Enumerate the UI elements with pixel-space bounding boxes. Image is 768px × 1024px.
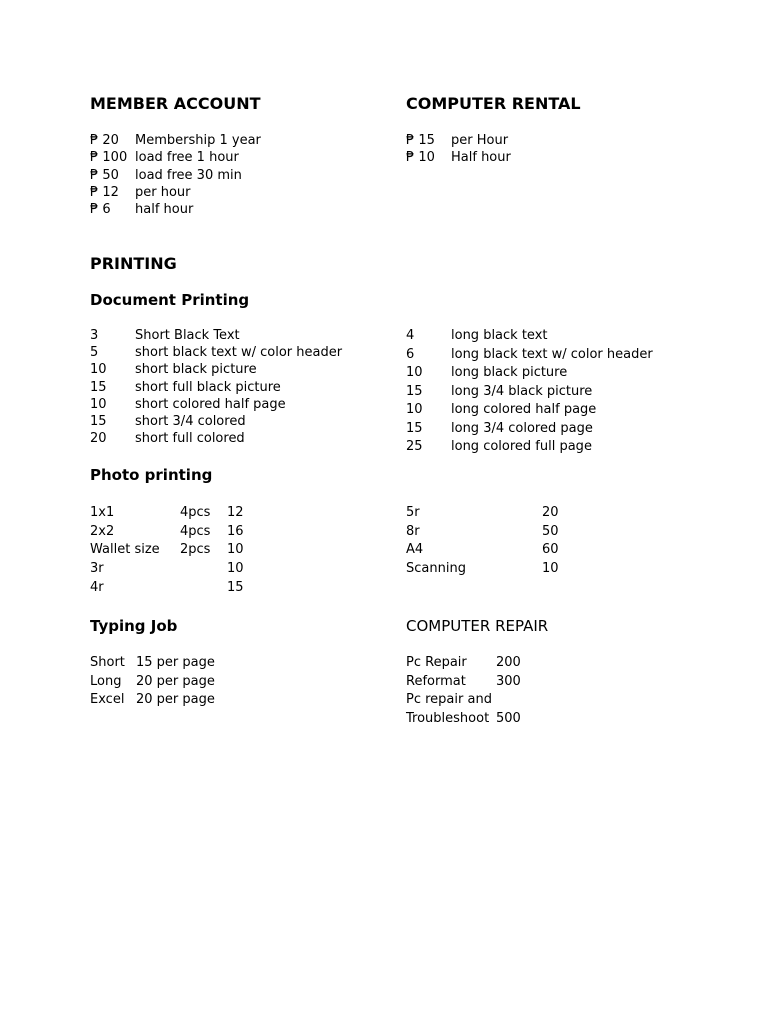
- size-cell: 1x1: [90, 505, 115, 520]
- table-row: [90, 541, 244, 560]
- price-cell: 10: [542, 561, 559, 577]
- table-row: [90, 184, 261, 201]
- computer-rental-table: [406, 132, 511, 167]
- table-row: [90, 344, 342, 361]
- price-cell: 10: [406, 365, 423, 380]
- price-cell: 500: [496, 711, 521, 727]
- desc-cell: short 3/4 colored: [135, 414, 246, 430]
- table-row: [406, 654, 521, 673]
- price-cell: ₱ 6: [90, 202, 111, 218]
- desc-cell: per Hour: [451, 133, 509, 148]
- price-cell: 12: [227, 505, 244, 520]
- price-cell: ₱ 100: [90, 150, 128, 166]
- table-row: [406, 149, 511, 166]
- computer-rental-heading: COMPUTER RENTAL: [406, 94, 581, 113]
- desc-cell: load free 1 hour: [135, 150, 239, 166]
- price-cell: 15: [90, 414, 107, 430]
- table-row: [406, 691, 521, 710]
- long-printing-table: [406, 327, 653, 457]
- size-cell: 2x2: [90, 523, 115, 539]
- size-cell: A4: [406, 542, 424, 558]
- qty-cell: [180, 579, 227, 598]
- table-row: [406, 401, 653, 420]
- price-cell: 50: [542, 523, 559, 539]
- document-printing-heading: Document Printing: [90, 291, 250, 309]
- typing-job-heading: Typing Job: [90, 617, 178, 635]
- price-cell: 20: [90, 431, 107, 447]
- photo-printing-heading: Photo printing: [90, 466, 213, 484]
- desc-cell: long black text w/ color header: [451, 346, 653, 362]
- price-cell: 16: [227, 523, 244, 539]
- table-row: [406, 541, 559, 560]
- price-cell: ₱ 15: [406, 133, 435, 148]
- desc-cell: half hour: [135, 202, 194, 218]
- qty-cell: 4pcs: [180, 523, 211, 539]
- table-row: [90, 327, 342, 344]
- desc-cell: long black text: [451, 328, 548, 343]
- desc-cell: Short Black Text: [135, 328, 240, 343]
- service-cell: Troubleshoot: [406, 711, 490, 727]
- table-row: [406, 710, 521, 729]
- price-cell: 10: [406, 402, 423, 417]
- size-cell: 3r: [90, 561, 104, 577]
- short-printing-table: [90, 327, 342, 447]
- table-row: [90, 167, 261, 184]
- table-row: [90, 132, 261, 149]
- price-cell: 10: [90, 362, 107, 378]
- price-cell: 25: [406, 439, 423, 454]
- desc-cell: short full black picture: [135, 379, 281, 395]
- table-row: [90, 504, 244, 523]
- desc-cell: long black picture: [451, 365, 568, 380]
- price-cell: 10: [227, 542, 244, 558]
- member-account-table: [90, 132, 261, 218]
- computer-repair-table: [406, 654, 521, 729]
- size-cell: 4r: [90, 579, 104, 595]
- table-row: [90, 413, 342, 430]
- service-cell: Reformat: [406, 673, 466, 689]
- price-cell: 20 per page: [136, 673, 215, 689]
- price-cell: ₱ 20: [90, 133, 119, 148]
- service-cell: Pc Repair: [406, 655, 467, 670]
- price-cell: 15: [406, 420, 423, 436]
- table-row: [90, 396, 342, 413]
- table-row: [90, 579, 244, 598]
- table-row: [90, 654, 215, 673]
- price-cell: 60: [542, 542, 559, 558]
- table-row: [406, 327, 653, 346]
- price-cell: 15: [227, 579, 244, 595]
- price-cell: ₱ 10: [406, 150, 435, 166]
- price-cell: 4: [406, 328, 415, 343]
- table-row: [90, 523, 244, 542]
- type-cell: Long: [90, 673, 122, 689]
- photo-printing-left-table: [90, 504, 244, 598]
- size-cell: 8r: [406, 523, 420, 539]
- type-cell: Excel: [90, 692, 125, 708]
- desc-cell: short black text w/ color header: [135, 345, 343, 361]
- table-row: [406, 346, 653, 365]
- price-cell: 20 per page: [136, 692, 215, 708]
- desc-cell: long colored full page: [451, 439, 592, 454]
- table-row: [406, 673, 521, 692]
- desc-cell: long colored half page: [451, 402, 597, 417]
- table-row: [90, 379, 342, 396]
- service-cell: Pc repair and: [406, 692, 492, 708]
- price-cell: 10: [90, 396, 107, 412]
- table-row: [90, 673, 215, 692]
- price-cell: 15 per page: [136, 655, 215, 670]
- printing-heading: PRINTING: [90, 254, 177, 273]
- desc-cell: long 3/4 colored page: [451, 420, 593, 436]
- qty-cell: [180, 560, 227, 579]
- qty-cell: 2pcs: [180, 542, 211, 558]
- size-cell: 5r: [406, 505, 420, 520]
- price-cell: ₱ 50: [90, 167, 119, 183]
- price-cell: 15: [90, 379, 107, 395]
- table-row: [406, 383, 653, 402]
- price-cell: 3: [90, 328, 99, 343]
- photo-printing-right-table: [406, 504, 559, 579]
- table-row: [90, 361, 342, 378]
- table-row: [406, 132, 511, 149]
- size-cell: Scanning: [406, 561, 466, 577]
- desc-cell: per hour: [135, 184, 191, 200]
- size-cell: Wallet size: [90, 542, 160, 558]
- table-row: [90, 201, 261, 218]
- table-row: [90, 430, 342, 447]
- price-cell: 15: [406, 383, 423, 399]
- member-account-heading: MEMBER ACCOUNT: [90, 94, 261, 113]
- type-cell: Short: [90, 655, 125, 670]
- table-row: [406, 438, 653, 457]
- desc-cell: Membership 1 year: [135, 133, 261, 148]
- table-row: [90, 691, 215, 710]
- desc-cell: short full colored: [135, 431, 245, 447]
- desc-cell: long 3/4 black picture: [451, 383, 593, 399]
- qty-cell: 4pcs: [180, 505, 211, 520]
- price-cell: 10: [227, 561, 244, 577]
- price-cell: ₱ 12: [90, 184, 119, 200]
- price-cell: 5: [90, 345, 99, 361]
- table-row: [90, 560, 244, 579]
- desc-cell: short colored half page: [135, 396, 286, 412]
- table-row: [406, 523, 559, 542]
- table-row: [90, 149, 261, 166]
- computer-repair-heading: COMPUTER REPAIR: [406, 617, 549, 635]
- table-row: [406, 504, 559, 523]
- price-cell: 200: [496, 655, 521, 670]
- desc-cell: load free 30 min: [135, 167, 242, 183]
- typing-job-table: [90, 654, 215, 710]
- desc-cell: Half hour: [451, 150, 511, 166]
- price-cell: 300: [496, 673, 521, 689]
- price-cell: [496, 691, 521, 710]
- price-cell: 20: [542, 505, 559, 520]
- table-row: [406, 364, 653, 383]
- desc-cell: short black picture: [135, 362, 257, 378]
- price-cell: 6: [406, 346, 415, 362]
- table-row: [406, 420, 653, 439]
- table-row: [406, 560, 559, 579]
